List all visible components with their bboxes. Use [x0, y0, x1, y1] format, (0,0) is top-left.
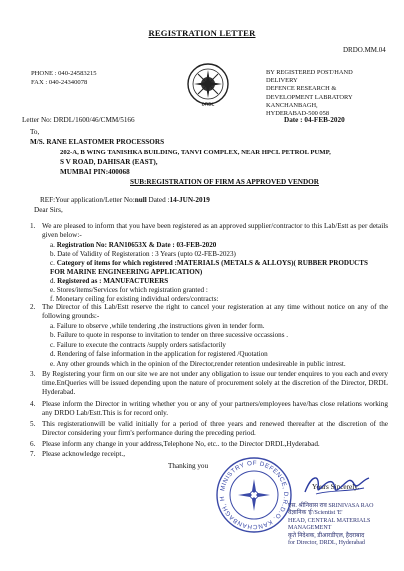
recipient-address-3: MUMBAI PIN:400068 — [60, 168, 130, 176]
paragraph-5: This registerationwill be valid initially for a period of three years and renewed thereafter at the discretion of the Director considering your firm's performance during the preceding period. — [42, 420, 388, 437]
salutation: Dear Sirs, — [34, 206, 63, 214]
list-item: d. Rendering of false information in the application for registered /Quotation — [50, 350, 268, 359]
list-item: c. Failure to execute the contracts /supply orders satisfactorily — [50, 340, 226, 349]
reference-date: 14-JUN-2019 — [169, 196, 210, 204]
official-seal-icon — [214, 455, 294, 535]
subject-line: SUB:REGISTRATION OF FIRM AS APPROVED VENDOR — [130, 178, 319, 186]
paragraph-6: Please inform any change in your address,Telephone No, etc.. to the Director DRDL,Hyderabad. — [42, 440, 320, 448]
list-item: f. Monetary ceiling for existing individual orders/contracts: — [50, 295, 219, 303]
signatory-block — [288, 503, 400, 547]
reference-value: null — [134, 196, 147, 204]
paragraph-1-list — [50, 241, 380, 304]
address-line: DEVELOPMENT LABRATORY — [266, 93, 353, 101]
list-item: c. Category of items for which registered :MATERIALS (METALS & ALLOYS)( RUBBER PRODUCTS FOR MARINE ENGINEERING APPLICATION) — [50, 259, 368, 276]
paragraph-1: We are pleased to inform that you have been registered as an approved supplier/contractor to this Lab/Estt as per details given below:- — [42, 222, 388, 239]
signatory-for-director: for Director, DRDL, Hyderabad — [288, 540, 365, 547]
registration-letter-page: REGISTRATION LETTER DRDO.MM.04 PHONE : 040-24583215 FAX : 040-24340078 DRDL BY REGISTERED POST/HAND DELIVERY DEFENCE RESEARCH & DEVELOPMENT LABRATORY KANCHANBAGH, HYDERABAD-500 058 Letter No: DRDL/1600/46/CMM/5166 Date : 04-FEB-2020 To, M/S. RANE ELASTOMER PROCESSORS 202-A, B WING TANISHKA BUILDING, TANVI COMPLEX, NEAR HPCL PETROL PUMP, S V ROAD, DAHISAR (EAST), MUMBAI PIN:400068 SUB:REGISTRATION OF FIRM AS APPROVED VENDOR REF:Your application/Letter No:null Dated :14-JUN-2019 Dear Sirs, 1. We are pleased to inform that you have been registered as an approved supplier/contractor to this Lab/Estt as per details given below:- a. Registration No: RAN10653X & Date : 03-FEB-2020 b. Date of Validity of Registeration : 3 Years (upto 02-FEB-2023) c. Category of items for which registered :MATERIALS (METALS & ALLOYS)( RUBBER PRODUCTS FOR MARINE ENGINEERING APPLICATION) d. Registered as : MANUFACTURERS e. Stores/items/Services for which registration granted : f. Monetary ceiling for existing individual orders/contracts: 2. The Director of this Lab/Estt reserve the right to cancel your registeration at any time without notice on any of the following grounds:- a. Failure to observe ,while tendering ,the instructions given in tender form. b. Failure to quote in response to invitation to tender on three sucessive occassions . c. Failure to execute the contracts /supply orders satisfactorily d. Rendering of false information in the application for registered /Quotation e. Any other grounds which in the opinion of the Director,render retention undesireable in public intrest. 3. By Registering your firm on our site we are not under any obligation to issue our tender enquires to you each and every time.EnQueries will be issued depending upon the nature of procurement solely at the discretion of the Director, DRDL Hyderabad. 4. Please inform the Director in writing whether you or any of your partners/employees have/has close relations working any DRDO Lab/Estt.This is for record only. 5. This registerationwill be valid initially for a period of three years and renewed thereafter at the discretion of the Director considering your firm's performance during the preceding period. 6. Please inform any change in your address,Telephone No, etc.. to the Director DRDL,Hyderabad. 7. Please acknowledge receipt., Thanking you Yours Sincerely, MINISTRY OF DEFENCE, D.R.D.O. KANCHANBAGH, H एस. श्रीनिवास राव SRINIVASA RAO वैज्ञानिक 'ई'/Scientist 'E' HEAD, CENTRAL MATERIALS MANAGEMENT कृते निदेशक, डीआरडीएल, हैदराबाद for Director, DRDL, Hyderabad — [0, 0, 404, 571]
reference-line — [40, 196, 210, 205]
signatory-designation: वैज्ञानिक 'ई'/Scientist 'E' — [288, 510, 343, 517]
list-item: b. Failure to quote in response to invitation to tender on three sucessive occassions . — [50, 331, 288, 340]
address-line: KANCHANBAGH, — [266, 101, 318, 109]
letter-date: Date : 04-FEB-2020 — [284, 116, 345, 124]
reference-prefix: REF:Your application/Letter No: — [40, 196, 135, 204]
drdo-emblem-icon — [186, 62, 230, 106]
list-item: a. Registration No: RAN10653X & Date : 03-FEB-2020 — [50, 241, 217, 249]
thanking-you: Thanking you — [168, 462, 209, 470]
signatory-for-director-hindi: कृते निदेशक, डीआरडीएल, हैदराबाद — [288, 532, 365, 539]
address-block — [266, 69, 400, 118]
to-label: To, — [30, 128, 40, 136]
paragraph-4: Please inform the Director in writing whether you or any of your partners/employees have/has close relations working any DRDO Lab/Estt.This is for record only. — [42, 400, 388, 417]
list-item: e. Stores/items/Services for which registration granted : — [50, 286, 208, 294]
reference-dated-label: Dated : — [146, 196, 170, 204]
recipient-address-2: S V ROAD, DAHISAR (EAST), — [60, 158, 158, 166]
paragraph-3: By Registering your firm on our site we are not under any obligation to issue our tender enquires to you each and every time.EnQueries will be issued depending upon the nature of procurement solely at the discretion of the Director, DRDL Hyderabad. — [42, 370, 388, 396]
letter-title: REGISTRATION LETTER — [148, 28, 256, 38]
ref-code: DRDO.MM.04 — [343, 46, 386, 54]
paragraph-2-list — [50, 322, 390, 369]
list-item: a. Failure to observe ,while tendering ,the instructions given in tender form. — [50, 322, 265, 330]
signatory-name: एस. श्रीनिवास राव SRINIVASA RAO — [288, 503, 374, 509]
letter-number: Letter No: DRDL/1600/46/CMM/5166 — [22, 116, 135, 124]
svg-text:MINISTRY OF DEFENCE, D.R.D.O.: MINISTRY OF DEFENCE, D.R.D.O. KANCHANBAGH, H — [218, 459, 290, 531]
recipient-name: M/S. RANE ELASTOMER PROCESSORS — [30, 138, 165, 146]
list-item: e. Any other grounds which in the opinion of the Director,render retention undesireable in public intrest. — [50, 359, 346, 368]
address-line: DELIVERY — [266, 77, 298, 85]
address-line: BY REGISTERED POST/HAND — [266, 69, 353, 76]
address-line: HYDERABAD-500 058 — [266, 110, 330, 118]
handwritten-signature-icon — [302, 470, 372, 500]
signatory-department: HEAD, CENTRAL MATERIALS MANAGEMENT — [288, 517, 371, 532]
paragraph-7: Please acknowledge receipt., — [42, 450, 126, 458]
recipient-address-1: 202-A, B WING TANISHKA BUILDING, TANVI COMPLEX, NEAR HPCL PETROL PUMP, — [60, 149, 331, 156]
list-item: b. Date of Validity of Registeration : 3 Years (upto 02-FEB-2023) — [50, 250, 236, 258]
emblem-label: DRDL — [201, 101, 215, 106]
address-line: DEFENCE RESEARCH & — [266, 85, 337, 93]
phone-number: PHONE : 040-24583215 — [31, 70, 97, 77]
yours-sincerely: Yours Sincerely, — [312, 483, 360, 491]
paragraph-2: The Director of this Lab/Estt reserve the right to cancel your registeration at any time without notice on any of the following grounds:- — [42, 303, 388, 320]
list-item: d. Registered as : MANUFACTURERS — [50, 277, 169, 285]
fax-number: FAX : 040-24340078 — [31, 79, 88, 86]
